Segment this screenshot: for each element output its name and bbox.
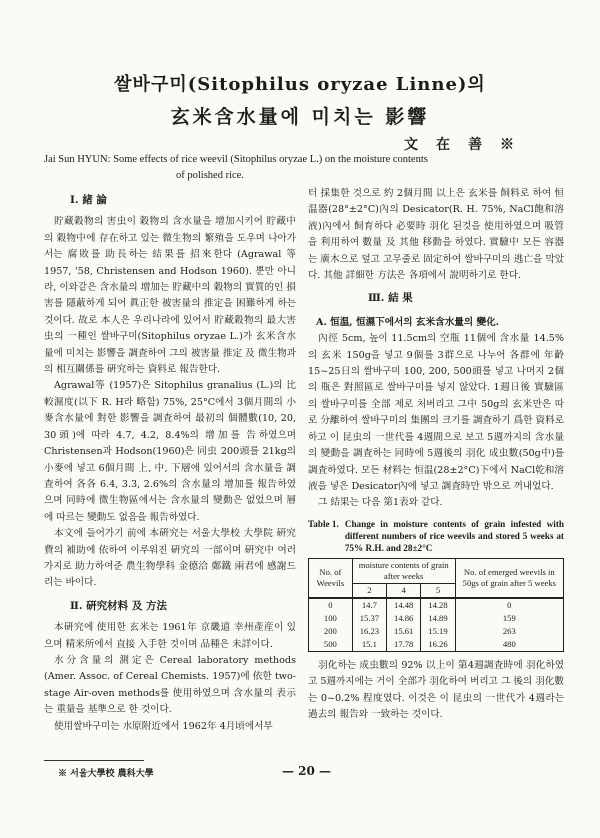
author-english-line-1: Jai Sun HYUN: Some effects of rice weevil (Sitophilus oryzae L.) on the moisture contents <box>44 154 428 165</box>
author-korean: 文在善※ <box>404 137 532 153</box>
cell-emerged: 159 <box>455 612 563 625</box>
footnote: ※ 서울大學校 農科大學 <box>58 769 154 779</box>
author-english <box>44 152 564 184</box>
cell-week-5: 15.19 <box>421 625 455 638</box>
cell-week-2: 14.7 <box>352 598 386 612</box>
results-paragraph-3: 羽化하는 成虫數의 92% 以上이 第4週調査時에 羽化하였고 5週까지에는 거이 全部가 羽化하여 버리고 그 後의 羽化數는 0~0.2% 程度였다. 이것은 이 昆虫의 一世代가 4週라는 過去의 報告와 一致하는 것이다. <box>308 659 564 720</box>
cell-week-2: 15.1 <box>352 638 386 652</box>
cell-week-5: 14.89 <box>421 612 455 625</box>
table-row <box>309 612 564 625</box>
cell-week-2: 16.23 <box>352 625 386 638</box>
cell-weevils: 100 <box>309 612 353 625</box>
header-week-4: 4 <box>387 583 421 598</box>
table-row <box>309 625 564 638</box>
cell-week-2: 15.37 <box>352 612 386 625</box>
methods-continued: 터 採集한 것으로 約 2個月間 以上은 玄米를 飼料로 하여 恒温器(28°±2°C)內의 Desicator(R. H. 75%, NaCl飽和溶液)內에서 飼育하다 必要時 羽化 된것을 使用하였으며 吸管을 利用하여 數量 及 其他 移動을 하였다. 實驗中 모든 容器는 廣木으로 덮고 고무줄로 固定하여 쌀바구미의 逃亡을 막았다. 其他 詳細한 方法은 各項에서 說明하기로 한다. <box>308 188 564 282</box>
header-no-weevils: No. of Weevils <box>309 558 353 598</box>
header-week-2: 2 <box>352 583 386 598</box>
author-english-line-2: of polished rice. <box>176 170 244 181</box>
right-column <box>308 186 564 723</box>
moisture-table <box>308 558 564 652</box>
methods-paragraph-3: 使用쌀바구미는 水原附近에서 1962年 4月頃에서부 <box>54 720 273 732</box>
cell-week-5: 16.26 <box>421 638 455 652</box>
left-column <box>44 186 296 735</box>
cell-weevils: 0 <box>309 598 353 612</box>
cell-emerged: 263 <box>455 625 563 638</box>
cell-week-5: 14.28 <box>421 598 455 612</box>
cell-emerged: 480 <box>455 638 563 652</box>
acknowledgement-paragraph: 本文에 들어가기 前에 本硏究는 서울大學校 大學院 硏究費의 補助에 依하여 이루워진 硏究의 一部이며 硏究中 여러가지로 助力하여준 農生物學科 金德洽 鄭鐵 兩君에 感謝드리는 바이다. <box>44 528 296 589</box>
cell-weevils: 500 <box>309 638 353 652</box>
subsection-a-heading: A. 恒温, 恒濕下에서의 玄米含水量의 變化. <box>316 316 500 328</box>
section-1-heading: Ⅰ. 緒 論 <box>70 194 107 206</box>
cell-week-4: 15.61 <box>387 625 421 638</box>
table-label: Table 1. <box>308 518 339 529</box>
table-row <box>309 598 564 612</box>
intro-paragraph-1: 貯藏穀物의 害虫이 穀物의 含水量을 增加시키어 貯藏中의 穀物中에 存在하고 있는 微生物의 繁殖을 도우며 나아가서는 腐敗를 助長하는 結果를 招來한다 (Agrawal 等 1957, '58, Christensen and Hodson 1960). 뿐만 아니라, 이와같은 含水量의 增加는 貯藏中의 穀物의 實質的인 損害를 隱蔽하게 되어 眞正한 被害量의 推定을 困難하게 하는 것이다. 故로 本人은 우리나라에 있어서 貯藏穀物의 最大害虫의 一種인 쌀바구미(Sitophilus oryzae L.)가 玄米含水量에 미치는 影響을 調査하여 그의 被害量 推定 及 微生物과의 相互關係를 硏究하는 資料로 報告한다. <box>44 216 296 376</box>
section-2-heading: Ⅱ. 硏究材料 及 方法 <box>70 599 167 612</box>
title-line-1: 쌀바구미(Sitophilus oryzae Linne)의 <box>114 74 486 95</box>
results-paragraph-2: 그 結果는 다음 第1表와 같다. <box>318 497 443 509</box>
cell-emerged: 0 <box>455 598 563 612</box>
methods-paragraph-2: 水分含量의 測定은 Cereal laboratory methods (Amer. Assoc. of Cereal Chemists. 1957)에 依한 two-stage Air-oven methods를 使用하였으며 含水量의 表示는 重量을 基準으로 한 것이다. <box>44 654 296 716</box>
intro-paragraph-2: Agrawal等 (1957)은 Sitophilus granalius (L.)의 比較濕度(以下 R. H라 略함) 75%, 25°C에서 3個月間의 小麥含水量에 對한 影響을 調査하여 最初의 個體數(10, 20, 30頭)에 따라 4.7, 4.2, 8.4%의 增加를 告하였으며 Christensen과 Hodson(1960)은 同虫 200頭를 21kg의 小麥에 넣고 6個月間 上, 中, 下層에 있어서의 含水量을 調査하여 各各 6.4, 3.3, 2.6%의 含水量의 增加를 報告하였으며 同時에 微生物區에서는 含水量의 變動은 없었으며 層에 따르는 變動도 없음을 報告하였다. <box>44 380 296 523</box>
table-row <box>309 638 564 652</box>
cell-week-4: 17.78 <box>387 638 421 652</box>
table-caption-text: Change in moisture contents of grain infested with different numbers of rice weevils and stored 5 weeks at 75% R.H. and 28±2°C <box>344 518 564 553</box>
footnote-rule <box>44 760 144 761</box>
page-number: — 20 — <box>282 764 332 778</box>
header-moisture: moisture contents of grain after weeks <box>352 558 455 583</box>
methods-paragraph-1: 本硏究에 使用한 玄米는 1961年 京畿道 幸州產産이 있으며 精米所에서 直接 入手한 것이며 品種은 未詳이다. <box>44 622 296 650</box>
cell-week-4: 14.86 <box>387 612 421 625</box>
header-week-5: 5 <box>421 583 455 598</box>
section-3-heading: Ⅲ. 結 果 <box>368 292 413 305</box>
cell-weevils: 200 <box>309 625 353 638</box>
title-block <box>0 70 600 129</box>
results-paragraph-1: 內徑 5cm, 높이 11.5cm의 空瓶 11個에 含水量 14.5%의 玄米 150g을 넣고 9個를 3群으로 나누어 各群에 年齡 15~25日의 쌀바구미 100, 200, 500頭를 넣고 나머지 2個의 瓶은 對照區로 쌀바구미를 넣지 않았다. 1週日後 實驗區의 쌀바구미를 全部 제로 처버리고 그中 50g의 玄米만은 따로 分離하여 쌀바구미의 集團의 크기를 調査하기 爲한 資料로 하고 이 昆虫의 一世代를 4週間으로 보고 5週까지의 含水量의 變動을 調査하는 同時에 5週後의 羽化 成虫數(50g中)를 調査하였다. 모든 材料는 恒温(28±2°C)下에서 NaCl乾和溶液을 넣은 Desicator內에 넣고 調査時만 밖으로 꺼내었다. <box>308 333 564 492</box>
header-emerged: No. of emerged weevils in 50gs of grain after 5 weeks <box>455 558 563 598</box>
cell-week-4: 14.48 <box>387 598 421 612</box>
table-caption <box>308 518 564 554</box>
title-line-2: 玄米含水量에 미치는 影響 <box>170 106 430 128</box>
